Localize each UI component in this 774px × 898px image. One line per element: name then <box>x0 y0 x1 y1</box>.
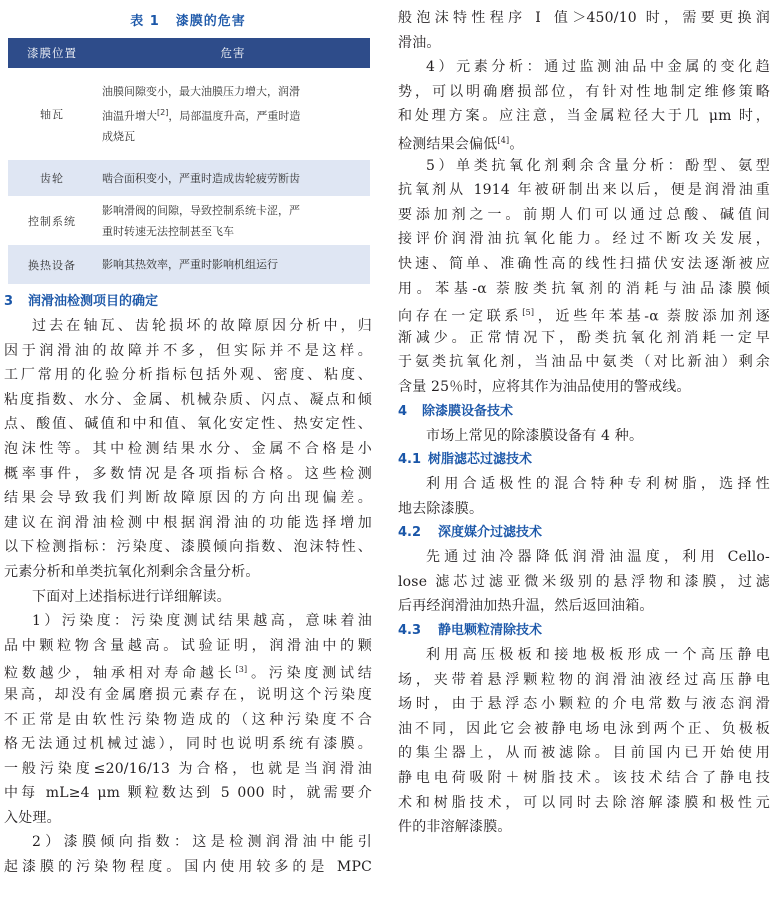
paragraph-foam: 般泡沫特性程序 Ⅰ 值＞450/10 时，需要更换润 滑油。 <box>398 10 770 51</box>
citation-ref: [2] <box>157 107 169 117</box>
table-header-position: 漆膜位置 <box>8 38 96 68</box>
left-column <box>4 0 372 880</box>
paragraph-devices: 市场上常见的除漆膜设备有 4 种。 <box>426 427 644 444</box>
paragraph-2: 下面对上述指标进行详细解读。 <box>32 588 231 605</box>
paragraph-antioxidant: 5）单类抗氧化剂剩余含量分析：酚型、氨型 抗氧剂从 1914 年被研制出来以后，便是润滑油重 要添加剂之一。前期人们可以通过总酸、碱值间 接评价润滑油抗氧化能力。经过不断攻关发展， 快速、简单、准确性高的线性扫描伏安法逐渐被应 用。苯基-α 萘胺类抗氧剂的消耗与油品漆膜倾 向存在一定联系[5]，近些年苯基-α 萘胺添加剂逐 渐减少。正常情况下，酚类抗氧化剂消耗一定早 于氨类抗氧化剂，当油品中氨类（对比新油）剩余 含量 25％时，应将其作为油品使用的警戒线。 <box>398 157 770 395</box>
section-3-heading: 3 润滑油检测项目的确定 <box>4 294 159 309</box>
table-row: 控制系统 影响滑阀的间隙，导致控制系统卡涩，严 重时转速无法控制甚至飞车 <box>28 203 300 238</box>
section-4-3-heading: 4.3 静电颗粒清除技术 <box>398 623 543 639</box>
hazard-table <box>8 38 370 284</box>
paragraph-varnish-index: 2）漆膜倾向指数：这是检测润滑油中能引 起漆膜的污染物程度。国内使用较多的是 MPC <box>4 834 372 876</box>
paragraph-resin: 利用合适极性的混合特种专利树脂，选择性 地去除漆膜。 <box>398 476 770 517</box>
citation-ref: [5] <box>522 308 535 318</box>
citation-ref: [4] <box>497 135 510 145</box>
table-row: 轴瓦 油膜间隙变小，最大油膜压力增大，润滑 油温升增大[2]，局部温度升高，严重时造 成烧瓦 <box>40 84 301 144</box>
right-column <box>398 6 770 840</box>
paragraph-pollution: 1）污染度：污染度测试结果越高，意味着油 品中颗粒物含量越高。试验证明，润滑油中的颗 粒数越少，轴承相对寿命越长[3]。污染度测试结 果高，却没有金属磨损元素存在，说明这个污染度 不正常是由软性污染物造成的（这种污染度不合 格无法通过机械过滤），同时也说明系统有漆膜。 一般污染度≤20/16/13 为合格，也就是当润滑油 中每 mL≥4 μm 颗粒数达到 5 000 时，就需要介 入处理。 <box>4 613 372 826</box>
paragraph-element: 4）元素分析：通过监测油品中金属的变化趋 势，可以明确磨损部位，有针对性地制定维修策略 和处理方案。应注意，当金属粒径大于几 μm 时， 检测结果会偏低[4]。 <box>398 59 770 153</box>
table-header-harm: 危害 <box>96 38 370 68</box>
table-row: 齿轮 啮合面积变小，严重时造成齿轮疲劳断齿 <box>8 160 370 196</box>
section-4-1-heading: 4.1 树脂滤芯过滤技术 <box>398 452 533 468</box>
section-4-2-heading: 4.2 深度媒介过滤技术 <box>398 525 543 541</box>
table-row: 换热设备 影响其热效率，严重时影响机组运行 <box>8 245 370 284</box>
citation-ref: [3] <box>235 665 248 675</box>
paragraph-electrostatic: 利用高压极板和接地极板形成一个高压静电 场，夹带着悬浮颗粒物的润滑油液经过高压静电 场时，由于悬浮态小颗粒的介电常数与液态润滑 油不同，因此它会被静电场电泳到两个正、负极板 的集尘器上，从而被滤除。目前国内已开始使用 静电电荷吸附＋树脂技术。该技术结合了静电技 术和树脂技术，可以同时去除溶解漆膜和极性元 件的非溶解漆膜。 <box>398 647 770 836</box>
paragraph-depth-filter: 先通过油冷器降低润滑油温度，利用 Cello- lose 滤芯过滤亚微米级别的悬浮物和漆膜，过滤 后再经润滑油加热升温，然后返回油箱。 <box>398 549 770 615</box>
table-caption: 表 1 漆膜的危害 <box>130 14 246 29</box>
section-4-heading: 4 除漆膜设备技术 <box>398 403 514 419</box>
paragraph-1: 过去在轴瓦、齿轮损坏的故障原因分析中，归 因于润滑油的故障并不多，但实际并不是这样。 工厂常用的化验分析指标包括外观、密度、粘度、 粘度指数、水分、金属、机械杂质、闪点、凝点和倾 点、酸值、碱值和中和值、氧化安定性、热安定性、 泡沫性等。其中检测结果水分、金属不合格是小 概率事件，多数情况是各项指标合格。这些检测 结果会导致我们判断故障原因的方向出现偏差。 建议在润滑油检测中根据润滑油的功能选择增加 以下检测指标：污染度、漆膜倾向指数、泡沫特性、 元素分析和单类抗氧化剂剩余含量分析。 <box>4 318 372 580</box>
